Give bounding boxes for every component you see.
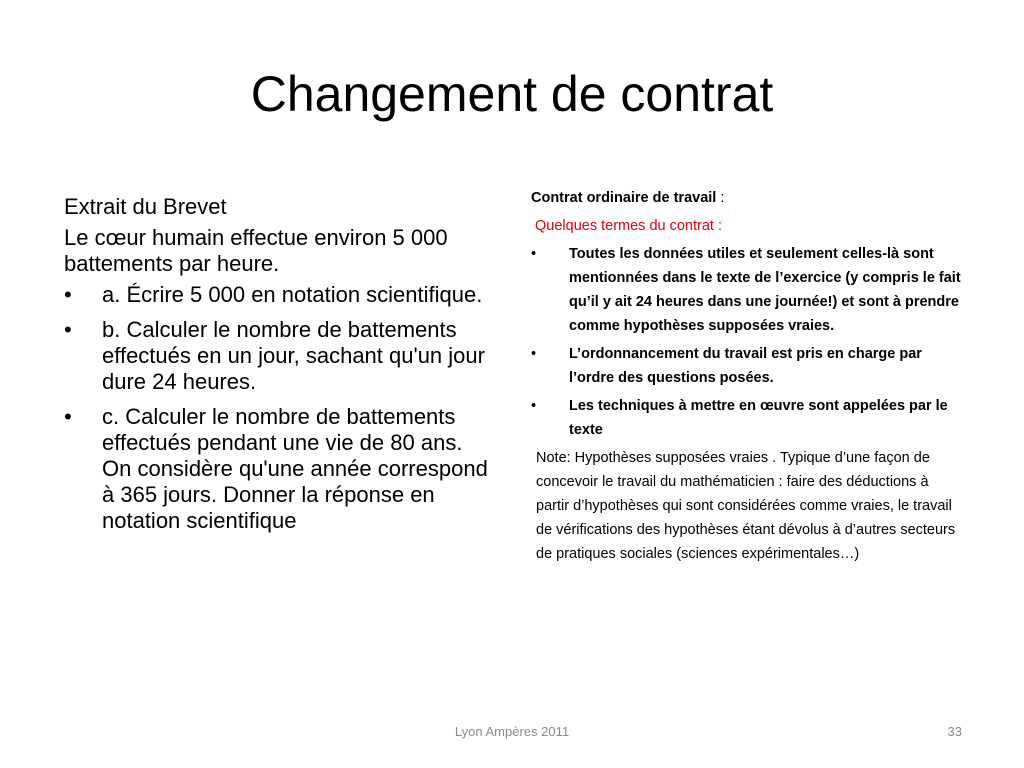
question-text: c. Calculer le nombre de battements effectués pendant une vie de 80 ans. On considère qu'une année correspond à 365 jours. Donner la réponse en notation scientifique xyxy=(102,404,488,533)
bullet-icon: • xyxy=(531,346,537,362)
contract-heading-suffix: : xyxy=(716,190,725,206)
question-text: b. Calculer le nombre de battements effectués en un jour, sachant qu'un jour dure 24 heures. xyxy=(102,317,485,394)
contract-terms-list xyxy=(531,242,963,442)
question-text: a. Écrire 5 000 en notation scientifique. xyxy=(102,282,483,307)
exercise-intro: Le cœur humain effectue environ 5 000 battements par heure. xyxy=(64,225,448,276)
list-item xyxy=(531,242,963,338)
term-text: Toutes les données utiles et seulement celles-là sont mentionnées dans le texte de l’exercice (y compris le fait qu’il y ait 24 heures dans une journée!) et sont à prendre comme hypothèses supposées vraies. xyxy=(569,246,961,334)
bullet-icon: • xyxy=(64,317,72,342)
contract-note: Note: Hypothèses supposées vraies . Typique d’une façon de concevoir le travail du mathématicien : faire des déductions à partir d’hypothèses qui sont considérées comme vraies, le travail de vérifications des hypothèses étant dévolus à d’autres secteurs de pratiques sociales (sciences expérimentales…) xyxy=(536,450,956,562)
contract-heading-bold: Contrat ordinaire de travail xyxy=(531,190,717,206)
term-text: L’ordonnancement du travail est pris en charge par l’ordre des questions posées. xyxy=(569,346,922,386)
list-item xyxy=(531,342,963,390)
bullet-icon: • xyxy=(531,398,537,414)
term-text: Les techniques à mettre en œuvre sont appelées par le texte xyxy=(569,398,948,438)
page-number: 33 xyxy=(947,724,962,739)
bullet-icon: • xyxy=(531,246,537,262)
footer-label: Lyon Ampères 2011 xyxy=(454,724,570,739)
bullet-icon: • xyxy=(64,404,72,429)
list-item xyxy=(64,282,494,308)
bullet-icon: • xyxy=(64,282,72,307)
contract-terms-subheading: Quelques termes du contrat : xyxy=(535,218,722,234)
slide-title: Changement de contrat xyxy=(250,66,774,122)
list-item xyxy=(64,404,494,534)
left-column xyxy=(64,194,494,543)
list-item xyxy=(531,394,963,442)
right-column xyxy=(531,186,963,570)
contract-heading xyxy=(531,186,963,210)
exercise-heading: Extrait du Brevet xyxy=(64,194,227,219)
list-item xyxy=(64,317,494,395)
exercise-question-list xyxy=(64,282,494,534)
